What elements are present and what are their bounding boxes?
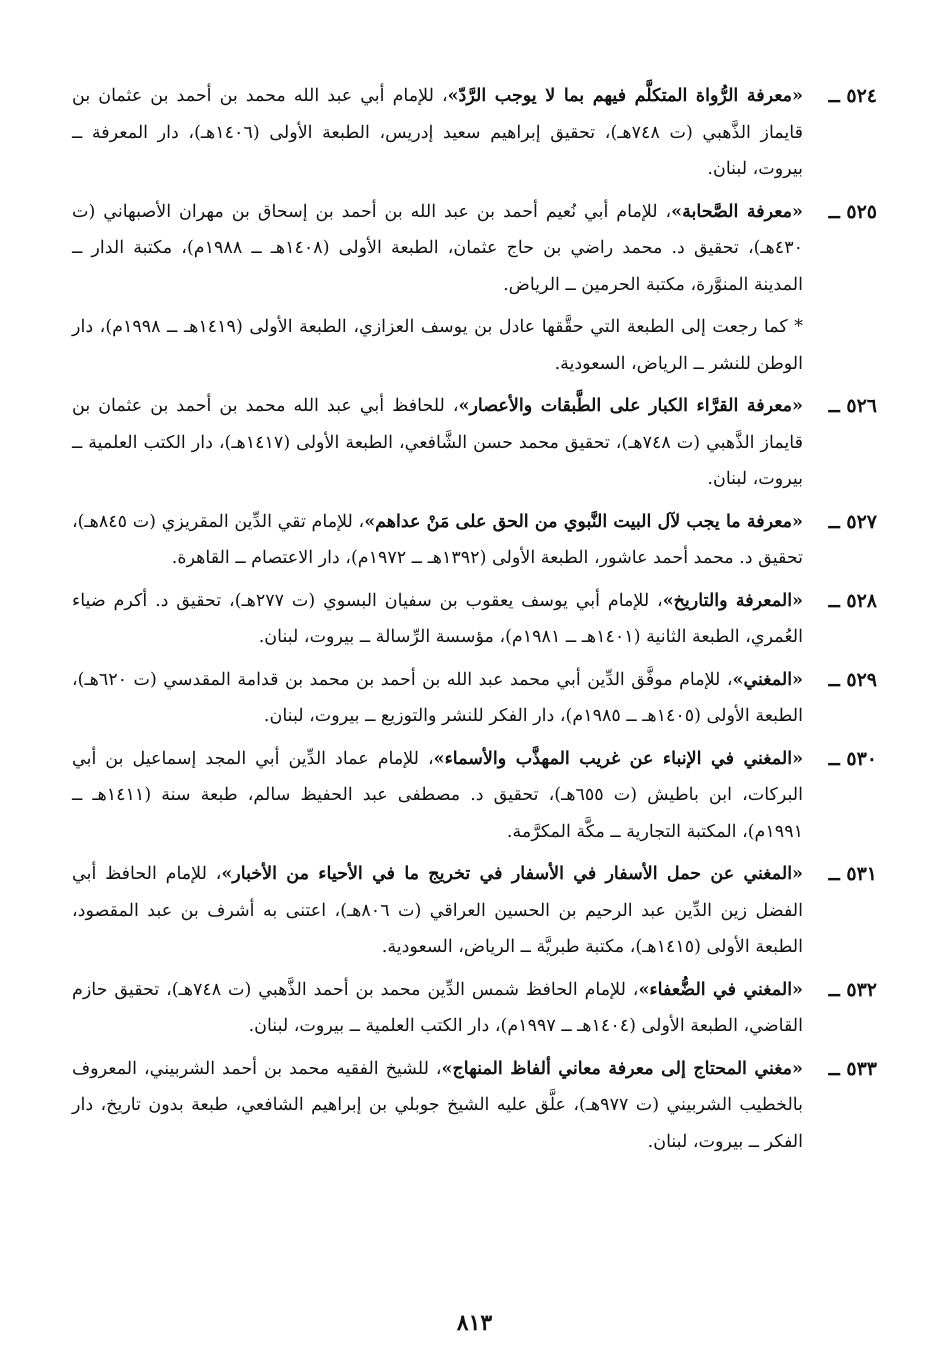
entry-title: «معرفة ما يجب لآل البيت النَّبوي من الحق على مَنْ عداهم» <box>364 511 803 532</box>
bib-entry-524 <box>72 78 877 188</box>
bib-entry-530 <box>72 741 877 851</box>
bib-entry-528 <box>72 583 877 656</box>
entry-title: «المعرفة والتاريخ» <box>662 590 803 611</box>
entry-text <box>72 741 803 851</box>
entry-number: ٥٢٨ ــ <box>828 589 877 612</box>
entry-number: ٥٢٧ ــ <box>828 510 877 533</box>
bib-entry-529 <box>72 662 877 735</box>
entry-title: «معرفة القرَّاء الكبار على الطَّبقات والأعصار» <box>458 396 803 416</box>
entry-text <box>72 388 803 498</box>
entry-number: ٥٣٣ ــ <box>828 1057 877 1080</box>
bib-entry-531 <box>72 856 877 966</box>
entry-number: ٥٢٥ ــ <box>828 200 877 223</box>
bibliography-page <box>72 78 877 1166</box>
entry-text <box>72 856 803 966</box>
entry-title: «معرفة الصَّحابة» <box>671 201 803 222</box>
entry-details: ، للإمام أبي نُعيم أحمد بن عبد الله بن أحمد بن إسحاق بن مهران الأصبهاني (ت ٤٣٠هـ)، تحقيق د. محمد راضي بن حاج عثمان، الطبعة الأولى (١٤٠٨هـ ــ ١٩٨٨م)، مكتبة الدار ــ المدينة المنوَّرة، مكتبة الحرمين ــ الرياض. <box>72 201 803 295</box>
entry-text <box>72 972 803 1045</box>
bib-entry-526 <box>72 388 877 498</box>
entry-number: ٥٢٩ ــ <box>828 668 877 691</box>
entry-title: «المغني» <box>732 669 803 690</box>
entry-text <box>72 583 803 656</box>
entry-details: ، للإمام الحافظ شمس الدِّين محمد بن أحمد الذَّهبي (ت ٧٤٨هـ)، تحقيق حازم القاضي، الطبعة الأولى (١٤٠٤هـ ــ ١٩٩٧م)، دار الكتب العلمية ــ بيروت، لبنان. <box>72 979 803 1036</box>
entry-text <box>72 504 803 577</box>
entry-details: ، للإمام الحافظ أبي الفضل زين الدِّين عبد الرحيم بن الحسين العراقي (ت ٨٠٦هـ)، اعتنى به أشرف بن عبد المقصود، الطبعة الأولى (١٤١٥هـ)، مكتبة طبريَّة ــ الرياض، السعودية. <box>72 864 803 957</box>
page-number: ٨١٣ <box>456 1310 493 1336</box>
entry-details: ، للإمام موفَّق الدِّين أبي محمد عبد الله بن أحمد بن محمد بن قدامة المقدسي (ت ٦٢٠هـ)، الطبعة الأولى (١٤٠٥هـ ــ ١٩٨٥م)، دار الفكر للنشر والتوزيع ــ بيروت، لبنان. <box>72 669 803 726</box>
entry-text <box>72 78 803 188</box>
entry-title: «مغني المحتاج إلى معرفة معاني ألفاظ المنهاج» <box>441 1058 803 1079</box>
entry-title: «المغني عن حمل الأسفار في الأسفار في تخريج ما في الأحياء من الأخبار» <box>221 864 803 884</box>
entry-number: ٥٢٤ ــ <box>828 85 877 107</box>
bib-entry-532 <box>72 972 877 1045</box>
entry-text <box>72 662 803 735</box>
entry-number: ٥٣٠ ــ <box>828 747 877 770</box>
entry-number: ٥٣١ ــ <box>828 863 877 885</box>
entry-details: ، للحافظ أبي عبد الله محمد بن أحمد بن عثمان بن قايماز الذَّهبي (ت ٧٤٨هـ)، تحقيق محمد حسن الشَّافعي، الطبعة الأولى (١٤١٧هـ)، دار الكتب العلمية ــ بيروت، لبنان. <box>72 396 804 489</box>
entry-text <box>72 1051 803 1161</box>
entry-details: ، للشيخ الفقيه محمد بن أحمد الشربيني، المعروف بالخطيب الشربيني (ت ٩٧٧هـ)، علَّق عليه الشيخ جوبلي بن إبراهيم الشافعي، طبعة بدون تاريخ، دار الفكر ــ بيروت، لبنان. <box>72 1058 803 1152</box>
entry-title: «معرفة الرُّواة المتكلَّم فيهم بما لا يوجب الرَّدّ» <box>447 86 803 106</box>
entry-title: «المغني في الضُّعفاء» <box>638 979 803 1000</box>
entry-details: ، للإمام تقي الدِّين المقريزي (ت ٨٤٥هـ)، تحقيق د. محمد أحمد عاشور، الطبعة الأولى (١٣٩٢هـ ــ ١٩٧٢م)، دار الاعتصام ــ القاهرة. <box>72 511 803 568</box>
bib-entry-525 <box>72 194 877 304</box>
bib-entry-527 <box>72 504 877 577</box>
bib-entry-533 <box>72 1051 877 1161</box>
entry-text <box>72 194 803 304</box>
entry-details: ، للإمام عماد الدِّين أبي المجد إسماعيل بن أبي البركات، ابن باطيش (ت ٦٥٥هـ)، تحقيق د. مصطفى عبد الحفيظ سالم، طبعة سنة (١٤١١هـ ــ ١٩٩١م)، المكتبة التجارية ــ مكَّة المكرَّمة. <box>72 748 803 842</box>
entry-number: ٥٢٦ ــ <box>828 395 877 417</box>
entry-details: ، للإمام أبي يوسف يعقوب بن سفيان البسوي (ت ٢٧٧هـ)، تحقيق د. أكرم ضياء العُمري، الطبعة الثانية (١٤٠١هـ ــ ١٩٨١م)، مؤسسة الرِّسالة ــ بيروت، لبنان. <box>72 590 803 647</box>
entry-note-525: * كما رجعت إلى الطبعة التي حقَّقها عادل بن يوسف العزازي، الطبعة الأولى (١٤١٩هـ ــ ١٩٩٨م)، دار الوطن للنشر ــ الرياض، السعودية. <box>72 317 803 374</box>
entry-details: ، للإمام أبي عبد الله محمد بن أحمد بن عثمان بن قايماز الذَّهبي (ت ٧٤٨هـ)، تحقيق إبراهيم سعيد إدريس، الطبعة الأولى (١٤٠٦هـ)، دار المعرفة ــ بيروت، لبنان. <box>72 86 803 179</box>
entry-number: ٥٣٢ ــ <box>828 978 877 1001</box>
entry-title: «المغني في الإنباء عن غريب المهذَّب والأسماء» <box>433 748 804 769</box>
